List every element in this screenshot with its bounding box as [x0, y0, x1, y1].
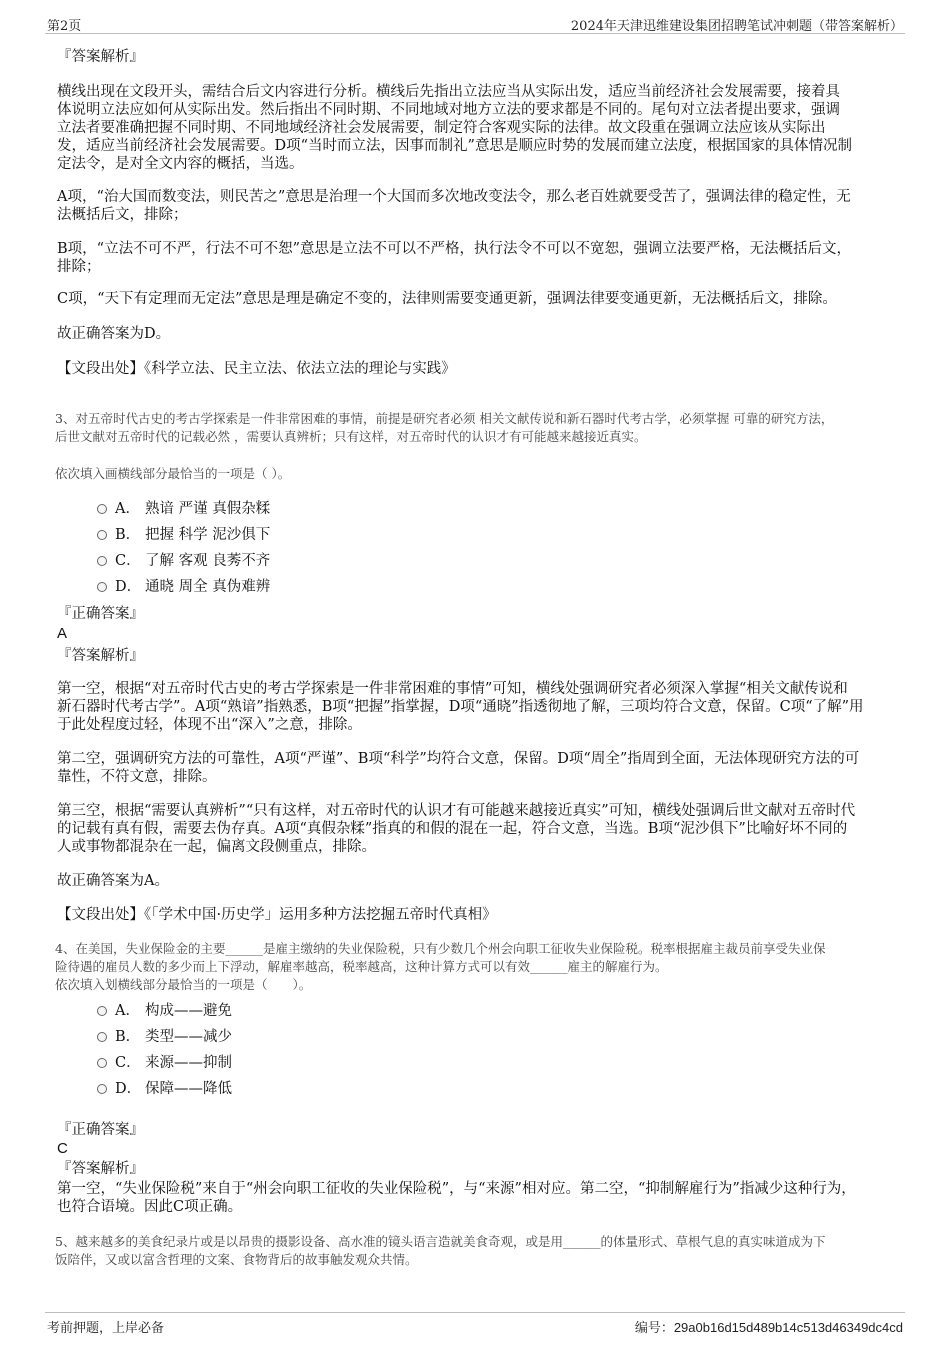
radio-icon[interactable]	[97, 1006, 107, 1016]
q3-instruction: 依次填入画横线部分最恰当的一项是（ ）。	[55, 466, 291, 481]
q3-analysis-paragraph-1: 第一空，根据“对五帝时代古史的考古学探索是一件非常困难的事情”可知，横线处强调研究者必须深入掌握“相关文献传说和 新石器时代考古学”。A项“熟谙”指熟悉，B项“把握”指掌握，D项“通晓”指透彻地了解，三项均符合文意，保留。C项“了解”用 于此处程度过轻，体现不出“深入”之意，排除。	[57, 681, 864, 733]
radio-icon[interactable]	[97, 1084, 107, 1094]
q3-option-d[interactable]: D． 通晓 周全 真伪难辨	[97, 578, 270, 596]
q3-analysis-paragraph-3: 第三空，根据“需要认真辨析”“只有这样，对五帝时代的认识才有可能越来越接近真实”可知，横线处强调后世文献对五帝时代 的记载有真有假，需要去伪存真。A项“真假杂糅”指真的和假的混在一起，符合文意，当选。B项“泥沙俱下”比喻好坏不同的 人或事物都混杂在一起，偏离文段侧重点，排除。	[57, 803, 856, 855]
q2-analysis-label: 『答案解析』	[57, 49, 144, 65]
q3-conclusion: 故正确答案为A。	[57, 873, 169, 889]
document-code: 编号：29a0b16d15d489b14c513d46349dc4cd	[634, 1320, 903, 1336]
q5-question-text: 5、越来越多的美食纪录片或是以昂贵的摄影设备、高水准的镜头语言造就美食奇观，或是用______的体量形式、草根气息的真实味道成为下 饭陪伴，又或以富含哲理的文案、食物背后的故事触发观众共情。	[55, 1234, 826, 1267]
q4-option-b[interactable]: B． 类型——减少	[97, 1028, 232, 1046]
q3-analysis-label: 『答案解析』	[57, 648, 144, 664]
q4-answer: C	[57, 1140, 68, 1157]
q2-analysis-paragraph-3: B项，“立法不可不严，行法不可不恕”意思是立法不可以不严格，执行法令不可以不宽恕，强调立法要严格，无法概括后文， 排除；	[57, 241, 851, 275]
radio-icon[interactable]	[97, 556, 107, 566]
q2-analysis-paragraph-1: 横线出现在文段开头，需结合后文内容进行分析。横线后先指出立法应当从实际出发，适应当前经济社会发展需要，接着具 体说明立法应如何从实际出发。然后指出不同时期、不同地域对地方立法的要求都是不同的。尾句对立法者提出要求，强调 立法者要准确把握不同时期、不同地域经济社会发展需要，制定符合客观实际的法律。故文段重在强调立法应该从实际出 发，适应当前经济社会发展需要。D项“当时而立法，因事而制礼”意思是顺应时势的发展而建立法度，根据国家的具体情况制 定法令，是对全文内容的概括，当选。	[57, 84, 852, 172]
q3-answer-label: 『正确答案』	[57, 606, 144, 622]
radio-icon[interactable]	[97, 1058, 107, 1068]
q4-question-text: 4、在美国，失业保险金的主要______是雇主缴纳的失业保险税，只有少数几个州会向职工征收失业保险税。税率根据雇主裁员前享受失业保 险待遇的雇员人数的多少而上下浮动，解雇率越高，税率越高，这种计算方式可以有效______雇主的解雇行为。 依次填入划横线部分最恰当的一项是（ ）。	[55, 941, 826, 992]
radio-icon[interactable]	[97, 582, 107, 592]
radio-icon[interactable]	[97, 504, 107, 514]
q4-option-c[interactable]: C． 来源——抑制	[97, 1054, 232, 1072]
q4-option-d[interactable]: D． 保障——降低	[97, 1080, 232, 1098]
q2-conclusion: 故正确答案为D。	[57, 326, 171, 342]
q3-question-text: 3、对五帝时代古史的考古学探索是一件非常困难的事情，前提是研究者必须 相关文献传说和新石器时代考古学，必须掌握 可靠的研究方法， 后世文献对五帝时代的记载必然 ，需要认真辨析；只有这样，对五帝时代的认识才有可能越来越接近真实。	[55, 411, 834, 444]
q4-analysis-label: 『答案解析』	[57, 1161, 144, 1177]
q3-analysis-paragraph-2: 第二空，强调研究方法的可靠性，A项“严谨”、B项“科学”均符合文意，保留。D项“周全”指周到全面，无法体现研究方法的可 靠性，不符文意，排除。	[57, 751, 860, 785]
radio-icon[interactable]	[97, 1032, 107, 1042]
q3-option-a[interactable]: A． 熟谙 严谨 真假杂糅	[97, 500, 270, 518]
q3-option-c[interactable]: C． 了解 客观 良莠不齐	[97, 552, 270, 570]
q4-analysis-paragraph-1: 第一空，“失业保险税”来自于“州会向职工征收的失业保险税”，与“来源”相对应。第二空，“抑制解雇行为”指减少这种行为， 也符合语境。因此C项正确。	[57, 1181, 856, 1215]
radio-icon[interactable]	[97, 530, 107, 540]
q3-answer: A	[57, 625, 68, 642]
q4-option-a[interactable]: A． 构成——避免	[97, 1002, 232, 1020]
q3-option-b[interactable]: B． 把握 科学 泥沙俱下	[97, 526, 270, 544]
page-number: 第2页	[47, 19, 82, 34]
footer-slogan: 考前押题，上岸必备	[47, 1321, 165, 1336]
q2-source: 【文段出处】《科学立法、民主立法、依法立法的理论与实践》	[57, 361, 456, 377]
q2-analysis-paragraph-4: C项，“天下有定理而无定法”意思是理是确定不变的，法律则需要变通更新，强调法律要变通更新，无法概括后文，排除。	[57, 291, 837, 307]
q2-analysis-paragraph-2: A项，“治大国而数变法，则民苦之”意思是治理一个大国而多次地改变法令，那么老百姓就要受苦了，强调法律的稳定性，无 法概括后文，排除；	[57, 189, 851, 223]
page-footer	[45, 1312, 905, 1337]
q3-source: 【文段出处】《「学术中国·历史学」运用多种方法挖掘五帝时代真相》	[57, 907, 497, 923]
document-title: 2024年天津迅维建设集团招聘笔试冲刺题（带答案解析）	[570, 19, 903, 34]
page-header	[45, 13, 905, 34]
q4-answer-label: 『正确答案』	[57, 1122, 144, 1138]
